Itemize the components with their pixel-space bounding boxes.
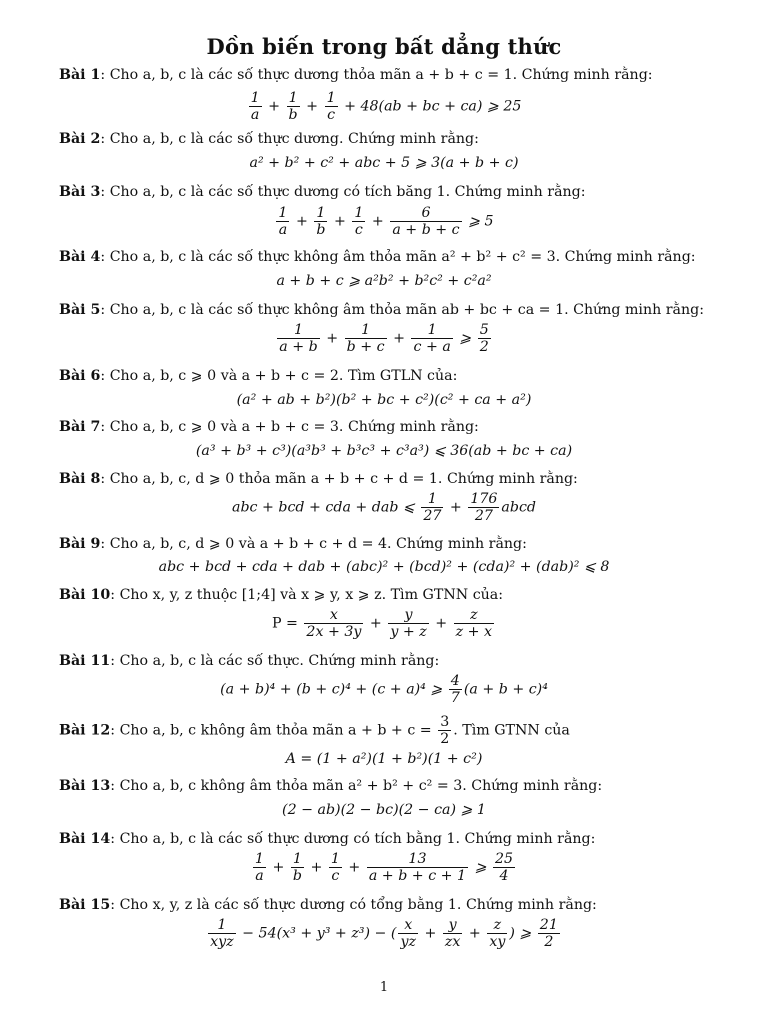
fraction: $\frac{1}{b}$ [288,90,298,123]
formula-2: a² + b² + c² + abc + 5 ⩾ 3(a + b + c) [249,155,519,171]
fraction: $\frac{1}{c}$ [330,851,340,884]
problem-text: Cho a, b, c, d ⩾ 0 thỏa mãn a + b + c + d = 1. Chứng minh rằng: [109,471,578,487]
fraction: $\frac{1}{c}$ [354,205,364,238]
formula-14: $\frac{1}{a}$ + $\frac{1}{b}$ + $\frac{1}{c}$ + $\frac{13}{a + b + c + 1}$ ⩾ $\frac{25}{4}$ [254,851,514,884]
fraction: $\frac{z}{xy}$ [489,917,506,950]
problem-14: Bài 14: Cho a, b, c là các số thực dương có tích bằng 1. Chứng minh rằng: [59,831,596,847]
fraction: $\frac{1}{\text{xyz}}$ [210,917,234,950]
problem-11: Bài 11: Cho a, b, c là các số thực. Chứng minh rằng: [59,653,440,669]
formula-10: P = $\frac{x}{2x + 3y}$ + $\frac{y}{y + z}$ + $\frac{z}{z + x}$ [271,607,493,640]
fraction: $\frac{1}{c}$ [326,90,336,123]
fraction: $\frac{1}{b}$ [316,205,326,238]
problem-label: Bài 2 [59,131,101,147]
fraction: $\frac{5}{2}$ [479,322,489,355]
formula-5: $\frac{1}{a + b}$ + $\frac{1}{b + c}$ + $\frac{1}{c + a}$ ⩾ $\frac{5}{2}$ [279,322,489,355]
formula-9: abc + bcd + cda + dab + (abc)² + (bcd)² + (cda)² + (dab)² ⩽ 8 [158,559,610,575]
page-title: Dồn biến trong bất dẳng thức [206,34,562,59]
fraction: $\frac{x}{yz}$ [400,917,416,950]
problem-13: Bài 13: Cho a, b, c không âm thỏa mãn a² + b² + c² = 3. Chứng minh rằng: [59,778,603,794]
problem-label: Bài 10 [59,587,111,603]
problem-label: Bài 14 [59,831,111,847]
formula-1: $\frac{1}{a}$ + $\frac{1}{b}$ + $\frac{1}{c}$ + 48(ab + bc + ca) ⩾ 25 [250,90,522,123]
problem-label: Bài 15 [59,897,111,913]
fraction: $\frac{21}{2}$ [539,917,558,950]
formula-3: $\frac{1}{a}$ + $\frac{1}{b}$ + $\frac{1}{c}$ + $\frac{6}{a + b + c}$ ⩾ 5 [278,205,494,238]
formula-8: abc + bcd + cda + dab ⩽ $\frac{1}{27}$ + $\frac{176}{27}$ abcd [232,491,536,524]
problem-1: Bài 1: Cho a, b, c là các số thực dương thỏa mãn a + b + c = 1. Chứng minh rằng: [59,67,653,83]
problem-6: Bài 6: Cho a, b, c ⩾ 0 và a + b + c = 2. Tìm GTLN của: [59,368,458,384]
fraction: $\frac{x}{2x + 3y}$ [306,607,362,640]
fraction: $\frac{1}{b + c}$ [346,322,385,355]
problem-8: Bài 8: Cho a, b, c, d ⩾ 0 thỏa mãn a + b + c + d = 1. Chứng minh rằng: [59,471,578,487]
fraction: $\frac{y}{y + z}$ [390,607,427,640]
problem-text: Cho a, b, c, d ⩾ 0 và a + b + c + d = 4. Chứng minh rằng: [109,536,527,552]
fraction: $\frac{y}{zx}$ [444,917,461,950]
fraction: $\frac{3}{2}$ [440,714,450,747]
problem-label: Bài 12 [59,722,111,739]
fraction: $\frac{1}{a + b}$ [279,322,318,355]
formula-13: (2 − ab)(2 − bc)(2 − ca) ⩾ 1 [282,802,486,818]
problem-label: Bài 8 [59,471,101,487]
problem-5: Bài 5: Cho a, b, c là các số thực không âm thỏa mãn ab + bc + ca = 1. Chứng minh rằng: [59,302,704,318]
fraction: $\frac{1}{b}$ [292,851,302,884]
fraction: $\frac{1}{c + a}$ [413,322,451,355]
fraction: $\frac{1}{a}$ [278,205,288,238]
fraction: $\frac{25}{4}$ [495,851,514,884]
problem-9: Bài 9: Cho a, b, c, d ⩾ 0 và a + b + c + d = 4. Chứng minh rằng: [59,536,527,552]
problem-label: Bài 1 [59,67,101,83]
formula-4: a + b + c ⩾ a²b² + b²c² + c²a² [276,273,492,289]
problem-label: Bài 7 [59,419,101,435]
problem-3: Bài 3: Cho a, b, c là các số thực dương có tích băng 1. Chứng minh rằng: [59,184,586,200]
problem-text: Cho a, b, c là các số thực dương thỏa mãn a + b + c = 1. Chứng minh rằng: [109,67,653,83]
problem-7: Bài 7: Cho a, b, c ⩾ 0 và a + b + c = 3. Chứng minh rằng: [59,419,479,435]
problem-2: Bài 2: Cho a, b, c là các số thực dương. Chứng minh rằng: [59,131,479,147]
problem-12: Bài 12: Cho a, b, c không âm thỏa mãn a + b + c = $\frac{3}{2}$ . Tìm GTNN của [59,714,570,747]
problem-text: Cho a, b, c ⩾ 0 và a + b + c = 3. Chứng minh rằng: [109,419,479,435]
problem-label: Bài 4 [59,249,101,265]
fraction: $\frac{1}{27}$ [423,491,442,524]
problem-text: Cho a, b, c là các số thực dương có tích băng 1. Chứng minh rằng: [109,184,586,200]
problem-text: Cho a, b, c là các số thực không âm thỏa mãn ab + bc + ca = 1. Chứng minh rằng: [109,302,704,318]
fraction: $\frac{13}{a + b + c + 1}$ [368,851,467,884]
formula-6: (a² + ab + b²)(b² + bc + c²)(c² + ca + a²) [236,392,532,408]
problem-10: Bài 10: Cho x, y, z thuộc [1;4] và x ⩾ y, x ⩾ z. Tìm GTNN của: [59,587,504,603]
problem-label: Bài 3 [59,184,101,200]
formula-tail: ⩾ 5 [468,213,494,230]
formula-7: (a³ + b³ + c³)(a³b³ + b³c³ + c³a³) ⩽ 36(ab + bc + ca) [195,443,573,459]
problem-text: Cho x, y, z thuộc [1;4] và x ⩾ y, x ⩾ z. Tìm GTNN của: [119,587,504,603]
problem-text: Cho a, b, c ⩾ 0 và a + b + c = 2. Tìm GTLN của: [109,368,458,384]
fraction: $\frac{1}{a}$ [254,851,264,884]
fraction: $\frac{4}{7}$ [450,673,460,706]
problem-4: Bài 4: Cho a, b, c là các số thực không âm thỏa mãn a² + b² + c² = 3. Chứng minh rằng: [59,249,696,265]
formula-12: A = (1 + a²)(1 + b²)(1 + c²) [285,751,483,767]
fraction: $\frac{1}{a}$ [250,90,260,123]
problem-text: Cho a, b, c là các số thực dương có tích bằng 1. Chứng minh rằng: [119,831,596,847]
fraction: $\frac{6}{a + b + c}$ [392,205,460,238]
problem-15: Bài 15: Cho x, y, z là các số thực dương có tổng bằng 1. Chứng minh rằng: [59,897,597,913]
formula-15: $\frac{1}{\text{xyz}}$ − 54(x³ + y³ + z³) − ( $\frac{x}{yz}$ + $\frac{y}{zx}$ + $\frac{z}{xy}$ ) ⩾ $\frac{21}{2}$ [210,917,558,950]
fraction: $\frac{z}{z + x}$ [455,607,493,640]
problem-label: Bài 13 [59,778,111,794]
formula-11: (a + b)⁴ + (b + c)⁴ + (c + a)⁴ ⩾ $\frac{4}{7}$ (a + b + c)⁴ [220,673,548,706]
problem-text: Cho a, b, c là các số thực không âm thỏa mãn a² + b² + c² = 3. Chứng minh rằng: [109,249,696,265]
problem-text: Cho a, b, c là các số thực dương. Chứng minh rằng: [109,131,479,147]
formula-tail: + 48(ab + bc + ca) ⩾ 25 [344,98,522,115]
page-number: 1 [379,980,389,995]
problem-label: Bài 5 [59,302,101,318]
problem-label: Bài 9 [59,536,101,552]
problem-label: Bài 11 [59,653,111,669]
problem-text: Cho x, y, z là các số thực dương có tổng bằng 1. Chứng minh rằng: [119,897,597,913]
problem-text: Cho a, b, c không âm thỏa mãn a² + b² + c² = 3. Chứng minh rằng: [119,778,603,794]
fraction: $\frac{176}{27}$ [470,491,498,524]
problem-label: Bài 6 [59,368,101,384]
problem-text: Cho a, b, c là các số thực. Chứng minh rằng: [119,653,440,669]
